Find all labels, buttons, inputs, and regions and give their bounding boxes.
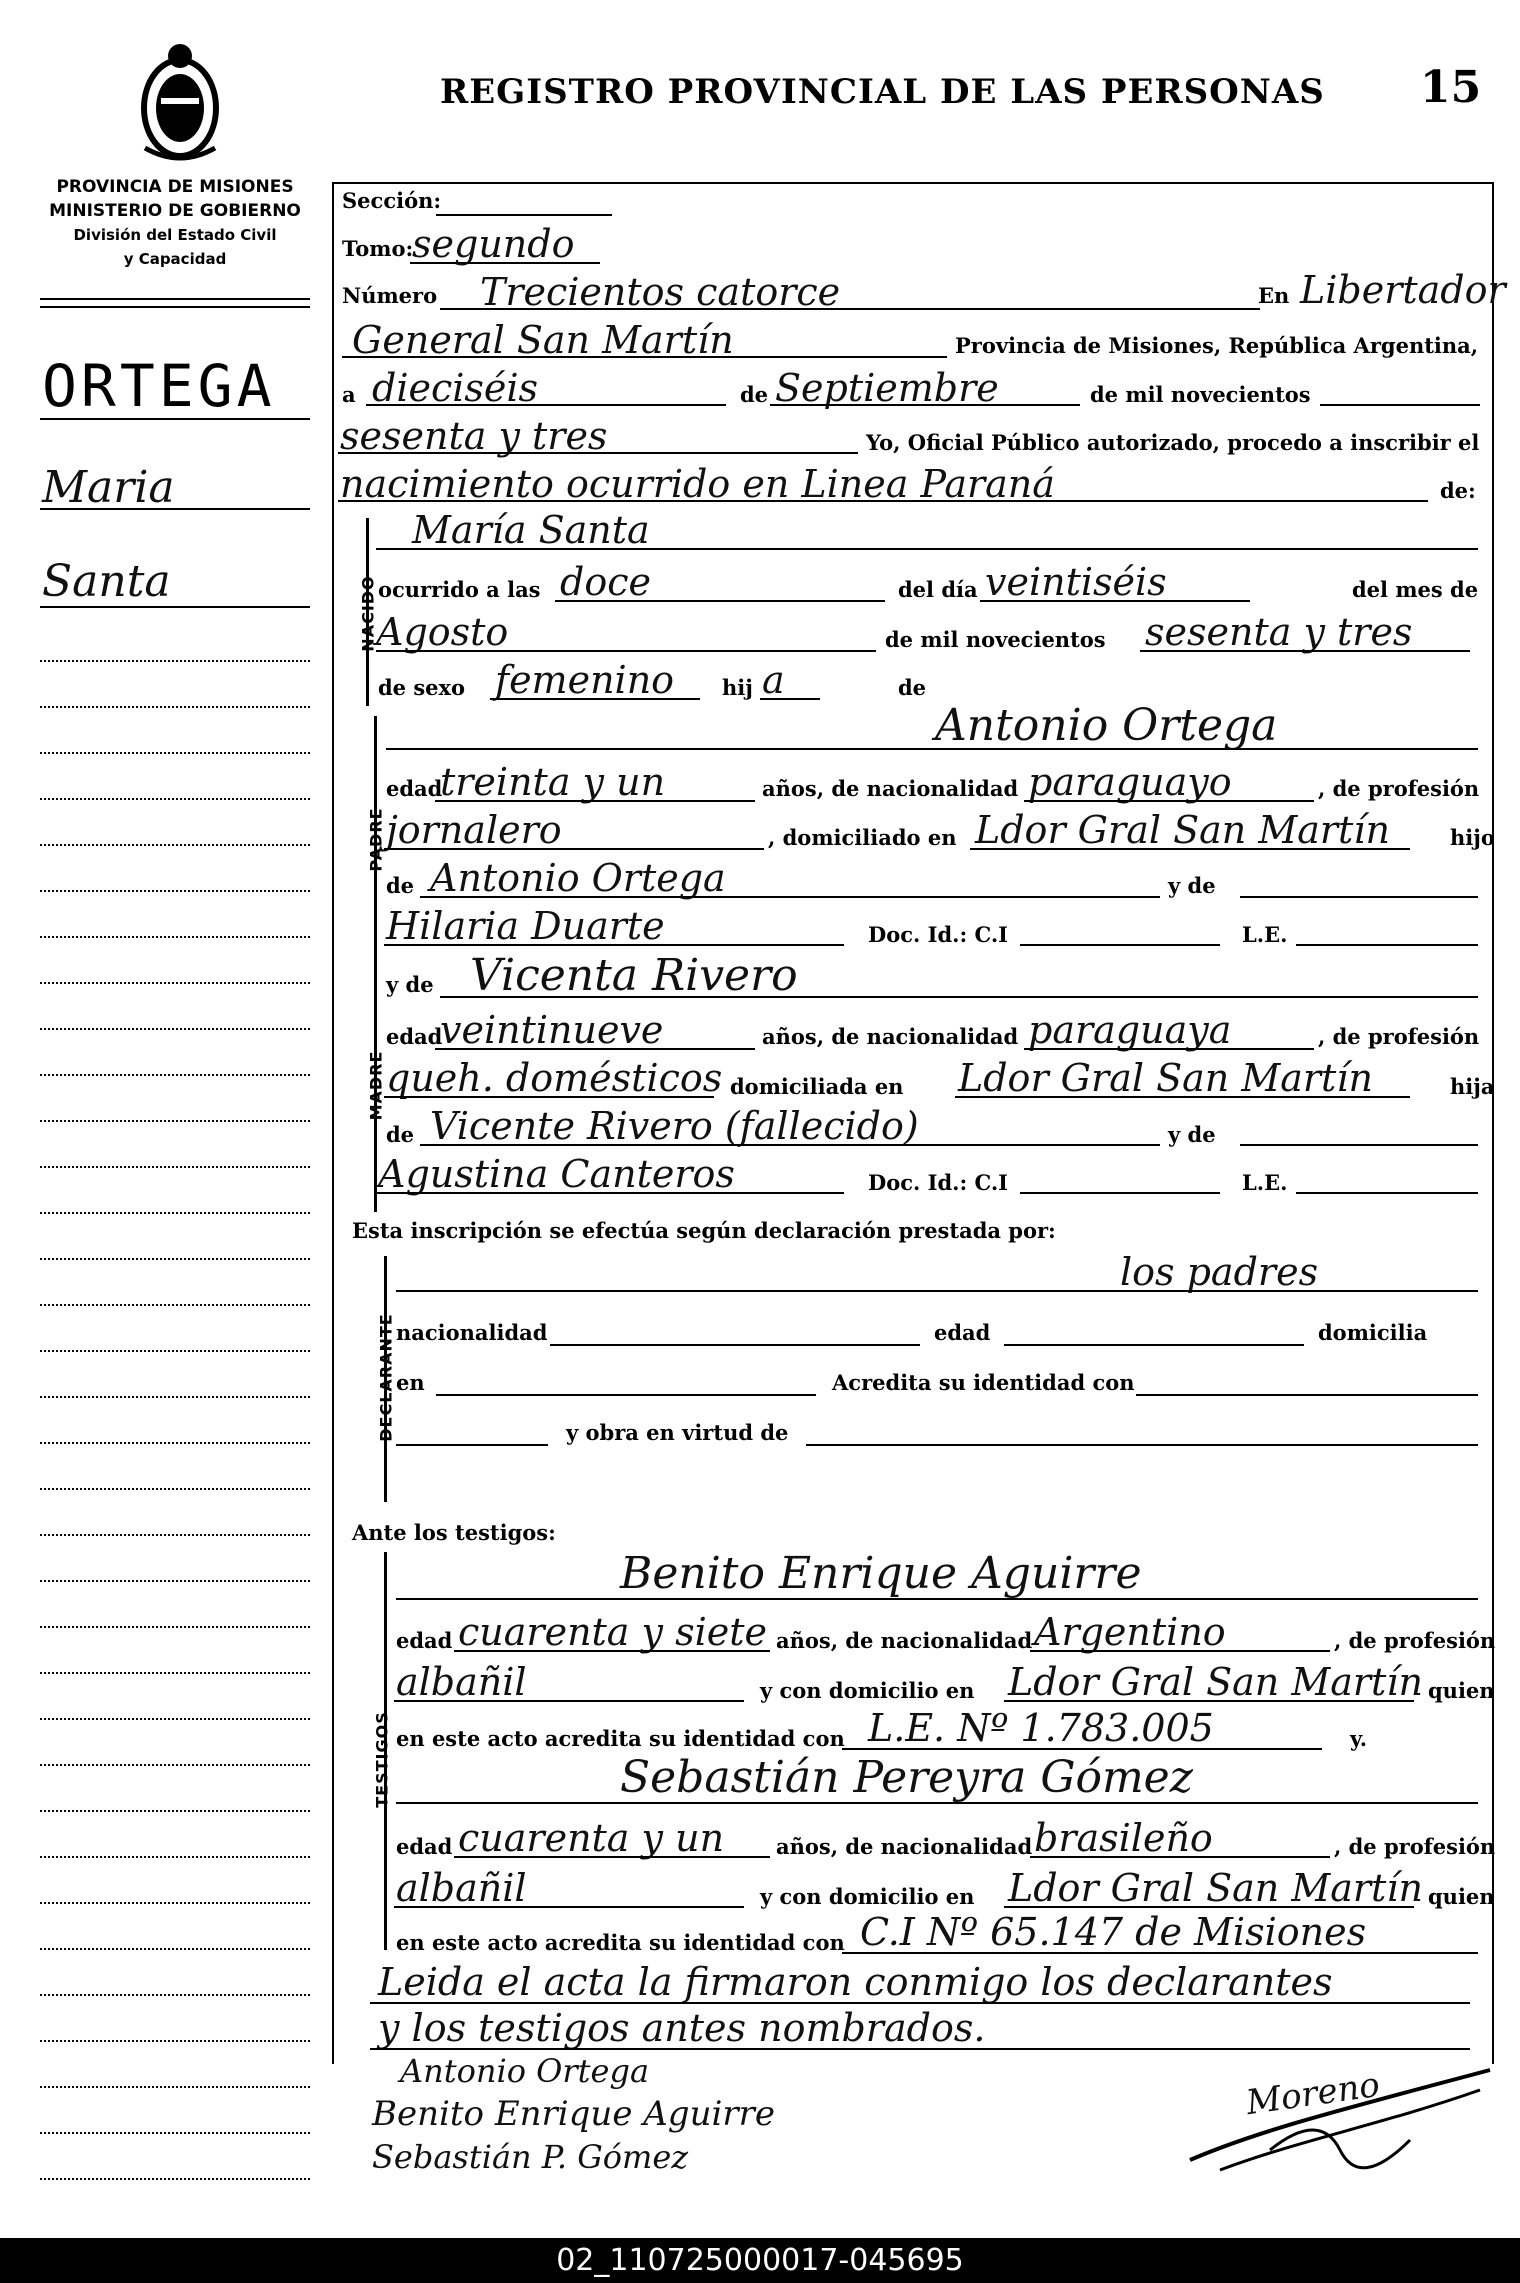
dia-value: veintiséis	[985, 560, 1167, 604]
madre-edad-label: edad	[386, 1024, 443, 1049]
margin-dotted-line	[40, 752, 310, 754]
office-line: División del Estado Civil	[73, 226, 277, 244]
witness2-doc-field	[842, 1952, 1478, 1954]
witness1-edad-field	[454, 1650, 770, 1652]
month-value: Septiembre	[775, 366, 999, 410]
madre-nac-label: años, de nacionalidad	[762, 1024, 1019, 1049]
sexo-value: femenino	[495, 658, 675, 702]
witness2-prof-field	[394, 1906, 744, 1908]
office-line: MINISTERIO DE GOBIERNO	[49, 201, 301, 221]
madre-dom-label: domiciliada en	[730, 1074, 904, 1099]
padre-doc-label: Doc. Id.: C.I	[868, 922, 1008, 947]
margin-dotted-line	[40, 1258, 310, 1260]
madre-edad-field	[435, 1048, 755, 1050]
padre-y-de-field	[1240, 896, 1478, 898]
de-label: de	[898, 675, 927, 700]
margin-second-name: Santa	[42, 556, 171, 607]
witness2-name: Sebastián Pereyra Gómez	[620, 1752, 1193, 1803]
document-code: 02_110725000017-045695	[556, 2243, 964, 2278]
mil-novecientos-label: de mil novecientos	[885, 627, 1106, 652]
issuing-office	[30, 175, 320, 271]
closing-field-1	[370, 2002, 1470, 2004]
dia-field	[980, 600, 1250, 602]
mil-field	[1320, 404, 1480, 406]
margin-dotted-line	[40, 1396, 310, 1398]
closing-line-2: y los testigos antes nombrados.	[378, 2006, 986, 2050]
margin-surname: ORTEGA	[42, 352, 276, 420]
madre-nac-value: paraguaya	[1028, 1008, 1232, 1052]
mes-label: del mes de	[1352, 577, 1479, 602]
a-label: a	[342, 382, 356, 407]
witness1-dom-value: Ldor Gral San Martín	[1008, 1660, 1423, 1704]
office-line: PROVINCIA DE MISIONES	[56, 177, 294, 197]
declarante-edad-label: edad	[934, 1320, 991, 1345]
margin-dotted-line	[40, 1212, 310, 1214]
madre-de-label: de	[386, 1122, 415, 1147]
madre-dom-field	[955, 1096, 1410, 1098]
place-field	[342, 356, 947, 358]
margin-top-rule	[40, 306, 310, 308]
footer-bar	[0, 2238, 1520, 2283]
page-number: 15	[1420, 62, 1482, 113]
padre-father-value: Antonio Ortega	[430, 856, 726, 900]
nacimiento-value: nacimiento ocurrido en Linea Paraná	[340, 462, 1055, 506]
mes-value: Agosto	[376, 610, 509, 654]
padre-prof-value: jornalero	[386, 808, 562, 852]
margin-dotted-line	[40, 936, 310, 938]
coat-of-arms-seal	[135, 38, 225, 168]
witness1-nac-value: Argentino	[1034, 1610, 1226, 1654]
anio-value: sesenta y tres	[1145, 610, 1413, 654]
witness2-nac-field	[1030, 1856, 1330, 1858]
margin-dotted-line	[40, 1488, 310, 1490]
margin-dotted-line	[40, 2178, 310, 2180]
witness1-dom-label: y con domicilio en	[760, 1678, 975, 1703]
witness1-acredita-label: en este acto acredita su identidad con	[396, 1726, 845, 1751]
sexo-label: de sexo	[378, 675, 466, 700]
declarante-obra-label: y obra en virtud de	[566, 1420, 789, 1445]
madre-name-value: Vicenta Rivero	[470, 950, 798, 1001]
madre-name-field	[440, 996, 1478, 998]
margin-dotted-line	[40, 1166, 310, 1168]
dia-label: del día	[898, 577, 978, 602]
padre-dom-label: , domiciliado en	[768, 825, 957, 850]
hij-label: hij	[722, 675, 753, 700]
madre-le-label: L.E.	[1242, 1170, 1288, 1195]
witness1-quien-label: quien	[1428, 1678, 1495, 1703]
witness2-quien-label: quien	[1428, 1884, 1495, 1909]
padre-nac-label: años, de nacionalidad	[762, 776, 1019, 801]
padre-edad-label: edad	[386, 776, 443, 801]
month-field	[770, 404, 1080, 406]
margin-dotted-line	[40, 1120, 310, 1122]
margin-dotted-line	[40, 1810, 310, 1812]
declarante-blank-field	[396, 1444, 548, 1446]
madre-hija-label: hija	[1450, 1074, 1495, 1099]
padre-edad-field	[435, 800, 755, 802]
padre-section-label: PADRE	[366, 807, 386, 872]
witness2-doc-value: C.I Nº 65.147 de Misiones	[860, 1910, 1367, 1954]
madre-prof-value: queh. domésticos	[386, 1056, 723, 1100]
madre-section-label: MADRE	[366, 1050, 386, 1121]
witness1-y-label: y.	[1350, 1726, 1368, 1751]
madre-nac-field	[1024, 1048, 1314, 1050]
witness1-edad-value: cuarenta y siete	[458, 1610, 767, 1654]
margin-dotted-line	[40, 706, 310, 708]
margin-dotted-line	[40, 1764, 310, 1766]
padre-father-field	[420, 896, 1160, 898]
margin-dotted-line	[40, 844, 310, 846]
margin-dotted-line	[40, 2132, 310, 2134]
witness1-name-field	[396, 1598, 1478, 1600]
declarante-nac-label: nacionalidad	[396, 1320, 548, 1345]
ocurrido-label: ocurrido a las	[378, 577, 541, 602]
margin-first-name: Maria	[42, 462, 175, 513]
witness2-dom-label: y con domicilio en	[760, 1884, 975, 1909]
padre-dom-field	[970, 848, 1410, 850]
witness2-edad-value: cuarenta y un	[458, 1816, 725, 1860]
witness2-prof-value: albañil	[396, 1866, 527, 1910]
day-value: dieciséis	[372, 366, 539, 410]
declarante-value: los padres	[1120, 1250, 1319, 1294]
witness1-prof-field	[394, 1700, 744, 1702]
official-signature: Moreno	[1243, 2064, 1383, 2124]
declarante-section-label: DECLARANTE	[376, 1313, 396, 1442]
tomo-label: Tomo:	[342, 236, 414, 261]
madre-doc-field	[1020, 1192, 1220, 1194]
nacido-section-label: NACIDO	[358, 575, 378, 652]
witness1-doc-field	[842, 1748, 1322, 1750]
margin-rule	[40, 606, 310, 608]
margin-dotted-line	[40, 1534, 310, 1536]
margin-dotted-line	[40, 1304, 310, 1306]
margin-dotted-line	[40, 1350, 310, 1352]
witness2-name-field	[396, 1802, 1478, 1804]
padre-de-label: de	[386, 873, 415, 898]
nacimiento-field	[338, 500, 1428, 502]
madre-mother-value: Agustina Canteros	[378, 1152, 735, 1196]
padre-y-de-label: y de	[1168, 873, 1216, 898]
en-label: En	[1258, 283, 1290, 308]
madre-prof-field	[384, 1096, 714, 1098]
witness1-doc-value: L.E. Nº 1.783.005	[868, 1706, 1214, 1750]
margin-rule	[40, 508, 310, 510]
madre-mother-field	[376, 1192, 844, 1194]
witness2-nac-value: brasileño	[1034, 1816, 1213, 1860]
place-value: General San Martín	[352, 318, 734, 362]
seccion-field	[436, 214, 612, 216]
hora-field	[555, 600, 885, 602]
declarante-edad-field	[1004, 1344, 1304, 1346]
hij-value: a	[762, 658, 785, 702]
day-field	[366, 404, 726, 406]
margin-dotted-line	[40, 1948, 310, 1950]
witness1-name: Benito Enrique Aguirre	[620, 1548, 1142, 1599]
year-value: sesenta y tres	[340, 414, 608, 458]
witness2-edad-label: edad	[396, 1834, 453, 1859]
madre-y-de-label: y de	[1168, 1122, 1216, 1147]
declarante-acredita-field	[1136, 1394, 1478, 1396]
numero-value: Trecientos catorce	[480, 270, 841, 314]
madre-prof-label: , de profesión	[1318, 1024, 1480, 1049]
padre-le-field	[1296, 944, 1478, 946]
madre-le-field	[1296, 1192, 1478, 1194]
witness2-nac-label: años, de nacionalidad	[776, 1834, 1033, 1859]
padre-mother-value: Hilaria Duarte	[386, 904, 665, 948]
padre-nac-field	[1024, 800, 1314, 802]
margin-dotted-line	[40, 1718, 310, 1720]
madre-dom-value: Ldor Gral San Martín	[958, 1056, 1373, 1100]
mil-novecientos-label: de mil novecientos	[1090, 382, 1311, 407]
witness2-dom-field	[1004, 1906, 1414, 1908]
declarante-nac-field	[550, 1344, 920, 1346]
margin-top-rule	[40, 298, 310, 300]
witness1-prof-value: albañil	[396, 1660, 527, 1704]
hora-value: doce	[560, 560, 651, 604]
padre-prof-field	[384, 848, 764, 850]
madre-edad-value: veintinueve	[440, 1008, 664, 1052]
madre-father-field	[420, 1144, 1160, 1146]
declarante-acredita-label: Acredita su identidad con	[832, 1370, 1135, 1395]
signature-benito: Benito Enrique Aguirre	[372, 2094, 775, 2134]
declarante-en-label: en	[396, 1370, 425, 1395]
testigos-intro: Ante los testigos:	[352, 1520, 556, 1545]
margin-dotted-line	[40, 1028, 310, 1030]
margin-dotted-line	[40, 1994, 310, 1996]
margin-dotted-line	[40, 1626, 310, 1628]
margin-dotted-line	[40, 1580, 310, 1582]
margin-dotted-line	[40, 982, 310, 984]
padre-name-field	[386, 748, 1478, 750]
margin-dotted-line	[40, 2040, 310, 2042]
witness1-nac-field	[1030, 1650, 1330, 1652]
declarante-en-field	[436, 1394, 816, 1396]
padre-hijo-label: hijo	[1450, 825, 1495, 850]
margin-dotted-line	[40, 1442, 310, 1444]
nacido-name-value: María Santa	[412, 508, 650, 552]
witness2-edad-field	[454, 1856, 770, 1858]
seccion-label: Sección:	[342, 188, 442, 213]
yo-oficial-label: Yo, Oficial Público autorizado, procedo a inscribir el	[866, 430, 1480, 455]
closing-line-1: Leida el acta la firmaron conmigo los declarantes	[378, 1960, 1333, 2004]
numero-label: Número	[342, 283, 438, 308]
nacido-name-field	[376, 548, 1478, 550]
madre-father-value: Vicente Rivero (fallecido)	[430, 1104, 919, 1148]
margin-rule	[40, 418, 310, 420]
padre-le-label: L.E.	[1242, 922, 1288, 947]
margin-dotted-line	[40, 1672, 310, 1674]
padre-edad-value: treinta y un	[440, 760, 666, 804]
witness2-acredita-label: en este acto acredita su identidad con	[396, 1930, 845, 1955]
padre-prof-label: , de profesión	[1318, 776, 1480, 801]
de-label: de	[740, 382, 769, 407]
numero-field	[440, 308, 1260, 310]
margin-dotted-line	[40, 2086, 310, 2088]
year-field	[338, 452, 858, 454]
padre-dom-value: Ldor Gral San Martín	[975, 808, 1390, 852]
witness2-prof-label: , de profesión	[1334, 1834, 1496, 1859]
madre-y-de-label: y de	[386, 972, 434, 997]
margin-dotted-line	[40, 660, 310, 662]
padre-nac-value: paraguayo	[1028, 760, 1232, 804]
office-line: y Capacidad	[123, 250, 227, 268]
hij-field	[760, 698, 820, 700]
witness1-prof-label: , de profesión	[1334, 1628, 1496, 1653]
de-colon-label: de:	[1440, 478, 1476, 503]
tomo-field	[410, 262, 600, 264]
margin-dotted-line	[40, 798, 310, 800]
sexo-field	[490, 698, 700, 700]
madre-doc-label: Doc. Id.: C.I	[868, 1170, 1008, 1195]
mes-field	[376, 650, 876, 652]
witness1-dom-field	[1004, 1700, 1414, 1702]
signature-antonio: Antonio Ortega	[400, 2052, 650, 2090]
tomo-value: segundo	[412, 222, 575, 266]
margin-dotted-line	[40, 1074, 310, 1076]
witness1-edad-label: edad	[396, 1628, 453, 1653]
padre-doc-field	[1020, 944, 1220, 946]
testigos-section-label: TESTIGOS	[372, 1711, 392, 1808]
padre-mother-field	[384, 944, 844, 946]
declarante-obra-field	[806, 1444, 1478, 1446]
signature-sebastian: Sebastián P. Gómez	[372, 2138, 689, 2176]
margin-dotted-line	[40, 1856, 310, 1858]
anio-field	[1140, 650, 1470, 652]
margin-dotted-line	[40, 1902, 310, 1904]
declarante-intro: Esta inscripción se efectúa según declaración prestada por:	[352, 1218, 1056, 1243]
witness2-dom-value: Ldor Gral San Martín	[1008, 1866, 1423, 1910]
declarante-dom-label: domicilia	[1318, 1320, 1428, 1345]
provincia-label: Provincia de Misiones, República Argentina,	[955, 333, 1479, 358]
margin-dotted-line	[40, 890, 310, 892]
en-value: Libertador	[1300, 268, 1506, 312]
page-title: REGISTRO PROVINCIAL DE LAS PERSONAS	[440, 72, 1325, 112]
declarante-field	[396, 1290, 1478, 1292]
madre-y-de-field	[1240, 1144, 1478, 1146]
official-stamp-scribble	[1180, 2050, 1500, 2190]
witness1-nac-label: años, de nacionalidad	[776, 1628, 1033, 1653]
padre-name-value: Antonio Ortega	[935, 700, 1278, 751]
